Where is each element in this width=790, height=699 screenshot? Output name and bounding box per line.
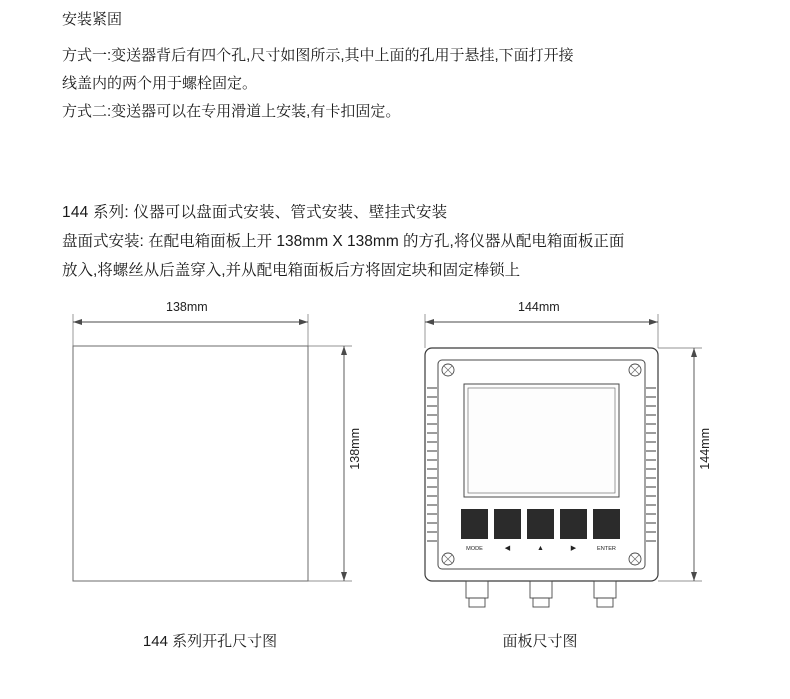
figure-cutout-drawing — [60, 300, 390, 630]
display-screen — [464, 384, 619, 497]
figure-right-caption: 面板尺寸图 — [502, 633, 578, 650]
paragraph1-line3: 方式二:变送器可以在专用滑道上安装,有卡扣固定。 — [62, 103, 401, 120]
paragraph-install-methods — [62, 42, 752, 126]
panel-height-dimension: 144mm — [698, 428, 712, 470]
paragraph2-line1: 144 系列: 仪器可以盘面式安装、管式安装、壁挂式安装 — [62, 204, 448, 221]
figures-area — [0, 300, 790, 660]
svg-text:▲: ▲ — [537, 545, 544, 552]
figure-left-caption: 144 系列开孔尺寸图 — [142, 633, 278, 650]
paragraph2-line3: 放入,将螺丝从后盖穿入,并从配电箱面板后方将固定块和固定棒锁上 — [62, 262, 521, 279]
panel-svg — [410, 300, 740, 630]
cable-glands — [466, 581, 616, 607]
svg-text:MODE: MODE — [466, 546, 483, 552]
paragraph1-line2: 线盖内的两个用于螺栓固定。 — [62, 75, 258, 92]
svg-text:◀: ◀ — [504, 545, 511, 552]
paragraph-series-144 — [62, 198, 752, 285]
cutout-svg — [60, 300, 390, 630]
svg-text:▶: ▶ — [570, 545, 577, 552]
paragraph2-line2: 盘面式安装: 在配电箱面板上开 138mm X 138mm 的方孔,将仪器从配电箱面板正面 — [62, 233, 625, 250]
section-heading: 安装紧固 — [62, 11, 123, 28]
cutout-width-dimension: 138mm — [166, 300, 208, 314]
keypad — [461, 509, 620, 539]
svg-text:ENTER: ENTER — [597, 546, 616, 552]
figure-panel-drawing — [410, 300, 740, 630]
cutout-height-dimension: 138mm — [348, 428, 362, 470]
panel-width-dimension: 144mm — [518, 300, 560, 314]
paragraph1-line1: 方式一:变送器背后有四个孔,尺寸如图所示,其中上面的孔用于悬挂,下面打开接 — [62, 47, 574, 64]
